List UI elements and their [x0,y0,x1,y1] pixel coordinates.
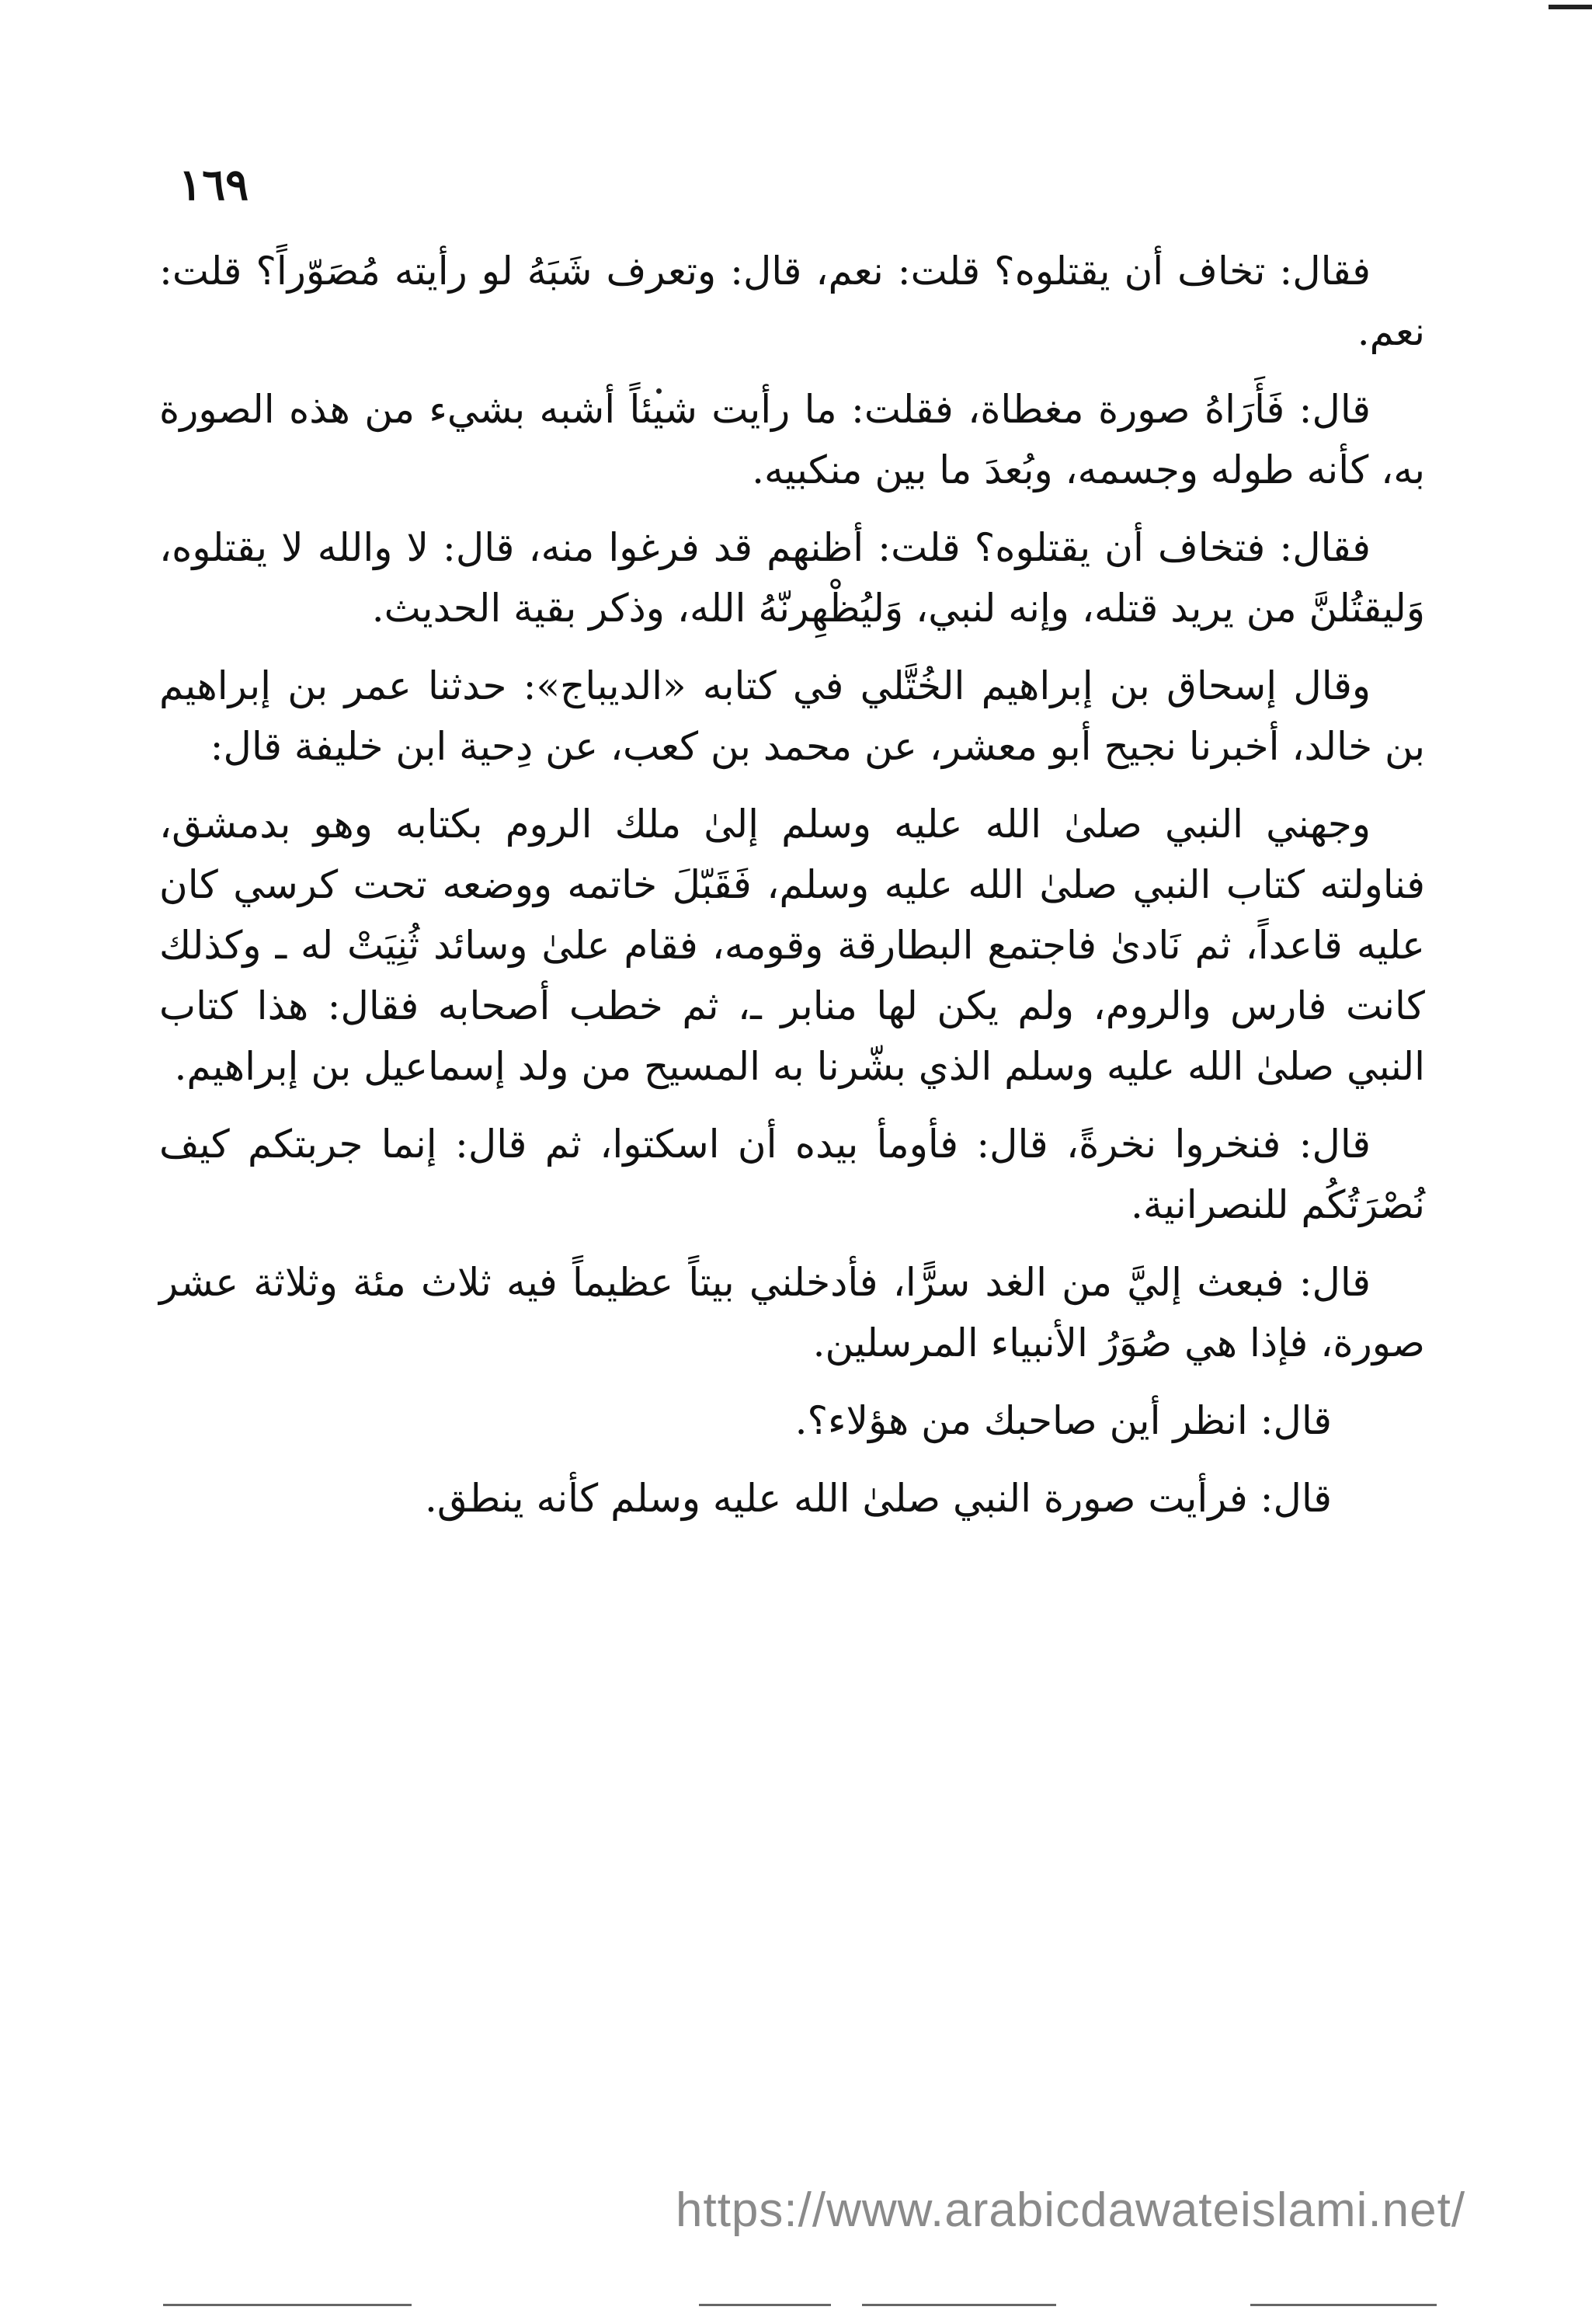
indented-line-2: قال: فرأيت صورة النبي صلىٰ الله عليه وسلم كأنه ينطق. [424,1476,1332,1521]
paragraph-5: وجهني النبي صلىٰ الله عليه وسلم إلىٰ ملك الروم بكتابه وهو بدمشق، فناولته كتاب النبي صلىٰ الله عليه وسلم، فَقَبّلَ خاتمه ووضعه تحت كرسي كان عليه قاعداً، ثم نَادىٰ فاجتمع البطارقة وقومه، فقام علىٰ وسائد ثُنِيَتْ له ـ وكذلك كانت فارس والروم، ولم يكن لها منابر ـ، ثم خطب أصحابه فقال: هذا كتاب النبي صلىٰ الله عليه وسلم الذي بشّرنا به المسيح من ولد إسماعيل بن إبراهيم. [159,802,1425,1089]
corner-scan-mark [1549,5,1592,9]
footer-rule [1250,2304,1437,2306]
indented-line-1: قال: انظر أين صاحبك من هؤلاء؟. [794,1398,1332,1443]
body-text [159,241,1425,1546]
website-watermark: https://www.arabicdawateislami.net/ [676,2183,1466,2237]
footer-rule [699,2304,831,2306]
paragraph-6: قال: فنخروا نخرةً، قال: فأومأ بيده أن اسكتوا، ثم قال: إنما جربتكم كيف نُصْرَتُكُم للنصرانية. [159,1122,1425,1227]
footer-rule [163,2304,412,2306]
footer-rule [862,2304,1056,2306]
paragraph-7: قال: فبعث إليَّ من الغد سرًّا، فأدخلني بيتاً عظيماً فيه ثلاث مئة وثلاثة عشر صورة، فإذا هي صُوَرُ الأنبياء المرسلين. [159,1260,1425,1366]
paragraph-1: فقال: تخاف أن يقتلوه؟ قلت: نعم، قال: وتعرف شَبَهُ لو رأيته مُصَوّراً؟ قلت: نعم. [159,249,1425,354]
paragraph-2: قال: فَأَرَاهُ صورة مغطاة، فقلت: ما رأيت شيئاً أشبه بشيء من هذه الصورة به، كأنه طوله وجسمه، وبُعدَ ما بين منكبيه. [159,387,1425,492]
paragraph-4: وقال إسحاق بن إبراهيم الخُتَّلي في كتابه «الديباج»: حدثنا عمر بن إبراهيم بن خالد، أخبرنا نجيح أبو معشر، عن محمد بن كعب، عن دِحية ابن خليفة قال: [159,663,1425,769]
paragraph-3: فقال: فتخاف أن يقتلوه؟ قلت: أظنهم قد فرغوا منه، قال: لا والله لا يقتلوه، وَليقتُلنَّ من يريد قتله، وإنه لنبي، وَليُظْهِرنّهُ الله، وذكر بقية الحديث. [159,525,1425,631]
page-number: ١٦٩ [179,159,249,210]
